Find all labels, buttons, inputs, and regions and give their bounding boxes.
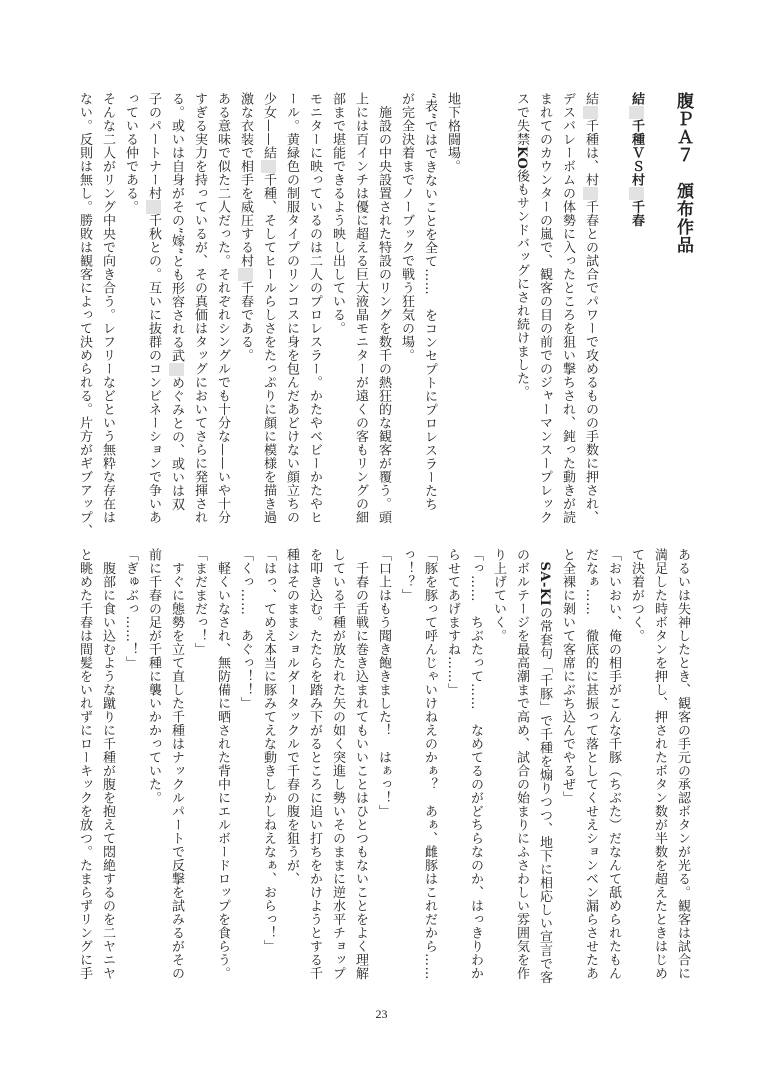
text-line: る。或いは自身がその”嫁”とも形容される武めぐみとの、或いは双 <box>169 92 184 512</box>
text-line: っ！？」 <box>399 548 414 602</box>
text-line: 前に千春の足が千種に襲いかかっていた。 <box>146 548 161 805</box>
text-line: そんな二人がリング中央で向き合う。レフリーなどという無粋な存在は <box>100 92 115 524</box>
text-line: と眺めた千春は間髪をいれずにローキックを放つ。たまらずリングに手 <box>77 548 92 980</box>
text-line: まれてのカウンターの嵐で、観客の目の前でのジャーマンスープレック <box>537 92 552 524</box>
text-line: 種はそのままショルダータックルで千春の腹を狙うが、 <box>284 548 299 886</box>
text-line: 「豚を豚って呼んじゃいけねえのかぁ？ あぁ、雌豚はこれだから…… <box>422 548 437 980</box>
text-line: 激な衣装で相手を威圧する村千春である。 <box>238 92 253 362</box>
text-line: 少女——結千種、そしてヒールらしさをたっぷりに顔に模様を描き過 <box>261 92 276 524</box>
text-line: すぎる実力を持っているが、その真価はタッグにおいてさらに発揮され <box>192 92 207 524</box>
text-line: “表”ではできないことを全て…… をコンセプトにプロレスラーたち <box>422 92 437 512</box>
text-line: 「まだまだっ！」 <box>192 548 207 656</box>
text-line: モニターに映っているのは二人のプロレスラー。かたやベビーかたやヒ <box>307 92 322 524</box>
text-line: 「おいおい、俺の相手がこんな千豚（ちぶた）だなんて舐められたもん <box>606 548 621 980</box>
text-line: 「くっ…… あぐっ！！」 <box>238 548 253 710</box>
text-line: SA-KIの常套句「千豚」で千種を煽りつつ、地下に相応しい宣言で客 <box>537 561 552 985</box>
redaction-box <box>169 363 184 377</box>
match-subtitle: 結千種ＶＳ村千春 <box>629 92 644 227</box>
text-line: だなぁ…… 徹底的に甚振って落としてくせえションベン漏らさせたあ <box>583 548 598 980</box>
top-text-block <box>73 92 694 538</box>
text-line: 子のパートナー村千秋との。互いに抜群のコンビネーションで争いあ <box>146 92 161 524</box>
bottom-text-block <box>73 548 694 988</box>
text-line: 施設の中央設置された特設のリングを数千の熱狂的な観客が覆う。頭 <box>376 92 391 524</box>
redaction-box <box>583 187 598 201</box>
redaction-box <box>261 160 276 174</box>
text-line: 満足した時ボタンを押し、押されたボタン数が半数を超えたときはじめ <box>652 548 667 980</box>
text-line: 「口上はもう聞き飽きました！ はぁっ！」 <box>376 548 391 818</box>
text-line: と全裸に剝いて客席にぶち込んでやるぜ」 <box>560 548 575 805</box>
text-line: している千種が放たれた矢の如く突進し勢いそのままに逆水平チョップ <box>330 548 345 980</box>
redaction-box <box>629 187 644 201</box>
redaction-box <box>629 106 644 120</box>
text-line: 千春の舌戦に巻き込まれてもいいことはひとつもないことをよく理解 <box>353 548 368 980</box>
text-line: て決着がつく。 <box>629 548 644 643</box>
text-line: デスバレーボムの体勢に入ったところを狙い撃ちされ、鈍った動きが読 <box>560 92 575 524</box>
text-line <box>464 92 487 532</box>
text-line: らせてあげますね……」 <box>445 548 460 697</box>
text-line: すぐに態勢を立て直した千種はナックルパートで反撃を試みるがその <box>169 548 184 980</box>
text-line: 「ぎゅぶっ……！」 <box>123 548 138 670</box>
text-line: が完全決着までノーブックで戦う狂気の場。 <box>399 92 414 362</box>
text-line: ある意味で似た二人だった。それぞれシングルでも十分な——いや十分 <box>215 92 230 524</box>
text-line: を叩き込む。たたらを踏み下がるところに追い打ちをかけようとする千 <box>307 548 322 980</box>
text-line <box>487 92 510 532</box>
text-line <box>648 92 671 532</box>
text-line: 「っ…… ちぶたって…… なめてるのがどちらなのか、はっきりわか <box>468 548 483 980</box>
text-line: 部まで堪能できるよう映し出している。 <box>330 92 345 335</box>
text-line: 軽くいなされ、無防備に晒された背中にエルボードロップを食らう。 <box>215 548 230 980</box>
text-line <box>602 92 625 532</box>
text-line: 結千種は、村千春との試合でパワーで攻めるものの手数に押され、 <box>583 92 598 524</box>
text-line: のボルテージを最高潮まで高め、試合の始まりにふさわしい雰囲気を作 <box>514 548 529 980</box>
emphasis: KO <box>514 146 529 170</box>
document-title: 腹ＰＡ７ 頒布作品 <box>673 92 693 254</box>
text-line: 上には百インチは優に超える巨大液晶モニターが遠くの客もリングの細 <box>353 92 368 524</box>
page-number: 23 <box>375 1007 388 1021</box>
text-line: 「はっ、てめえ本当に豚みてえな動きしかしねえなぁ、おらっ！」 <box>261 548 276 953</box>
text-line: り上げていく。 <box>491 548 506 643</box>
text-line: ない。反則は無し。勝敗は観客によって決められる。片方がギブアップ、 <box>77 92 92 538</box>
text-line: ール。黄緑色の制服タイプのリンコスに身を包んだあどけない顔立ちの <box>284 92 299 524</box>
text-line: スで失禁KO後もサンドバッグにされ続けました。 <box>514 92 529 399</box>
redaction-box <box>583 106 598 120</box>
redaction-box <box>238 268 253 282</box>
text-line: 地下格闘場。 <box>445 92 460 173</box>
text-line: 腹部に食い込むような蹴りに千種が腹を抱えて悶絶するのを二ヤニヤ <box>100 548 115 980</box>
redaction-box <box>146 200 161 214</box>
text-line: っている仲である。 <box>123 92 138 214</box>
emphasis: SA-KI <box>537 561 552 607</box>
text-line: あるいは失神したとき、観客の手元の承認ボタンが光る。観客は試合に <box>675 548 690 980</box>
